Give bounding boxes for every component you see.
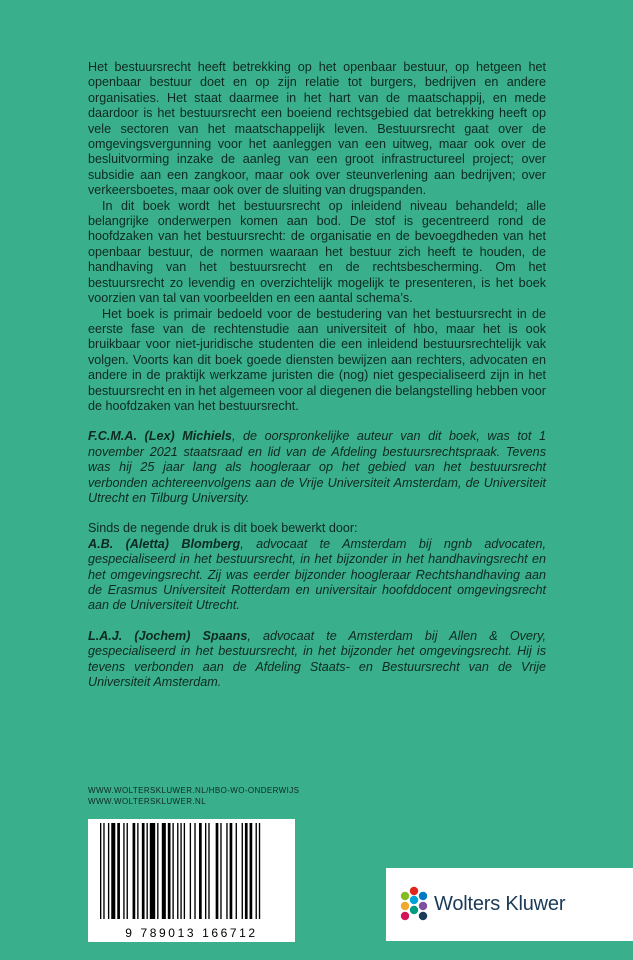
publisher-urls	[88, 785, 299, 807]
url-hbo-wo[interactable]: WWW.WOLTERSKLUWER.NL/HBO-WO-ONDERWIJS	[88, 786, 300, 795]
back-cover-text	[88, 60, 546, 690]
author-bio	[88, 429, 546, 506]
editor-bio-text-2: , advocaat te Amsterdam bij Allen & Overy, gespecialiseerd in het bestuursrecht, in het bijzonder het omgevingsrecht. Hij is tevens verbonden aan de Afdeling Staats- en Bestuursrecht van de Vrije Universiteit Amsterdam.	[88, 628, 546, 690]
description-paragraph-2: In dit boek wordt het bestuursrecht op inleidend niveau behandeld; alle belangrijke onderwerpen komen aan bod. De stof is gecentreerd rond de hoofdzaken van het bestuursrecht: de organisatie en de bevoegdheden van het openbaar bestuur, de normen waaraan het bestuur zich heeft te houden, de handhaving van het bestuursrecht en de rechtsbescherming. Om het bestuursrecht zo levendig en overzichtelijk mogelijk te presenteren, is het boek voorzien van tal van voorbeelden en een aantal schema’s.	[88, 198, 546, 306]
editor-bio-2	[88, 629, 546, 691]
isbn-digits: 9 789013 166712	[125, 926, 258, 940]
barcode-bars	[92, 823, 291, 919]
description-paragraph-1: Het bestuursrecht heeft betrekking op het openbaar bestuur, op hetgeen het openbaar bestuur doet en op zijn relatie tot burgers, bedrijven en andere organisaties. Het staat daarmee in het hart van de maatschappij, en mede daardoor is het bestuursrecht een boeiend rechtsgebied dat betrekking heeft op vele sectoren van het maatschappelijk leven. Bestuursrecht gaat over de omgevingsvergunning voor het aanleggen van een uitweg, maar ook over de besluitvorming inzake de aanleg van een groot infrastructureel project; over subsidie aan een zangkoor, maar ook over steunverlening aan bedrijven; over verkeersboetes, maar ook over de sluiting van drugspanden.	[88, 60, 546, 198]
editor-name-1: A.B. (Aletta) Blomberg	[88, 536, 241, 551]
publisher-logo[interactable]	[386, 868, 633, 941]
publisher-name: Wolters Kluwer	[434, 893, 566, 915]
editors-intro: Sinds de negende druk is dit boek bewerkt door:	[88, 521, 358, 536]
editor-bio-text-1: , advocaat te Amsterdam bij ngnb advocaten, gespecialiseerd in het bestuursrecht, in het bijzonder in het handhavingsrecht en het omgevingsrecht. Zij was eerder bijzonder hoogleraar Rechtshandhaving aan de Erasmus Universiteit Rotterdam en universitair hoofddocent omgevingsrecht aan de Universiteit Utrecht.	[88, 536, 546, 613]
wolters-kluwer-logo-icon	[399, 886, 429, 922]
url-main[interactable]: WWW.WOLTERSKLUWER.NL	[88, 797, 207, 806]
editor-name-2: L.A.J. (Jochem) Spaans	[88, 628, 248, 643]
isbn-barcode	[88, 819, 295, 942]
author-bio-text: , de oorspronkelijke auteur van dit boek, was tot 1 november 2021 staatsraad en lid van de Afdeling bestuursrechtspraak. Tevens was hij 25 jaar lang als hoogleraar op het gebied van het bestuursrecht verbonden achtereenvolgens aan de Vrije Universiteit Amsterdam, de Universiteit Utrecht en Tilburg University.	[88, 429, 546, 505]
description-paragraph-3: Het boek is primair bedoeld voor de bestudering van het bestuursrecht in de eerste fase van de rechtenstudie aan universiteit of hbo, maar het is ook bruikbaar voor niet-juridische studenten die een inleidend bestuursrechtelijk vak volgen. Voorts kan dit boek goede diensten bewijzen aan rechters, advocaten en andere in de praktijk werkzame juristen die (nog) niet gespecialiseerd zijn in het bestuursrecht en in het algemeen voor al diegenen die belangstelling hebben voor de hoofdzaken van het bestuursrecht.	[88, 306, 546, 413]
author-name: F.C.M.A. (Lex) Michiels	[88, 429, 232, 444]
editor-bio-1	[88, 537, 546, 614]
